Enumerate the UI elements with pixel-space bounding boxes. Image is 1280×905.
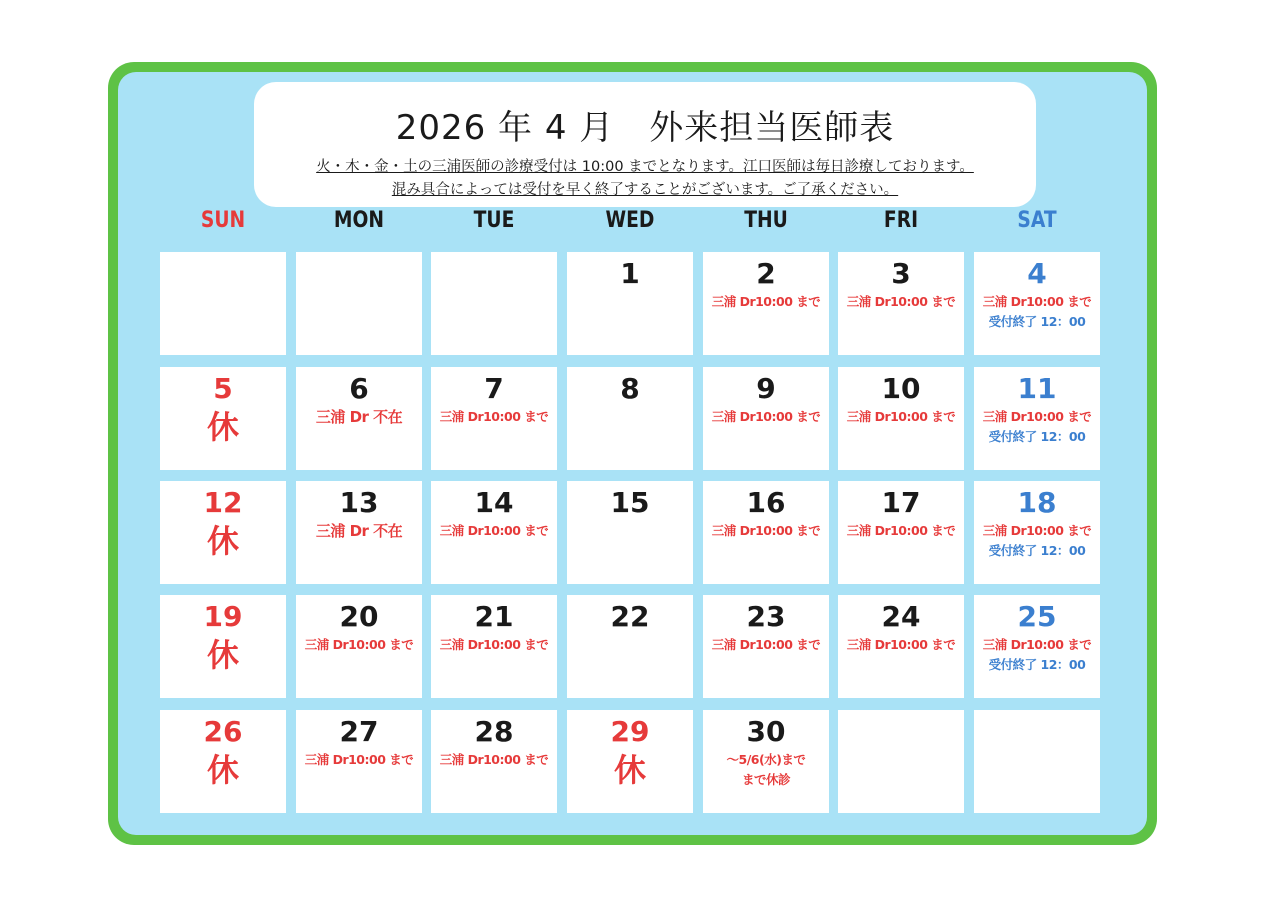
schedule-note: 三浦 Dr 不在 — [315, 522, 403, 540]
day-cell-30 — [703, 710, 829, 813]
day-cell-10 — [838, 367, 964, 470]
header-note-2: 混み具合によっては受付を早く終了することがございます。ご了承ください。 — [391, 182, 899, 198]
day-cell-5 — [160, 367, 286, 470]
day-cell-1 — [567, 252, 693, 355]
closed-mark: 休 — [206, 636, 239, 674]
day-number: 30 — [746, 715, 786, 748]
day-cell-25 — [974, 595, 1100, 698]
day-number: 11 — [1017, 372, 1057, 405]
day-number: 10 — [881, 372, 921, 405]
day-cell-4 — [974, 252, 1100, 355]
closed-mark: 休 — [206, 522, 239, 560]
day-number: 18 — [1017, 486, 1057, 519]
calendar-background — [118, 72, 1147, 835]
schedule-note: 三浦 Dr10:00 まで — [711, 294, 821, 309]
schedule-note: 三浦 Dr10:00 まで — [439, 409, 549, 424]
day-number: 17 — [881, 486, 921, 519]
closed-mark: 休 — [206, 408, 239, 446]
day-cell-15 — [567, 481, 693, 584]
weekday-wed: WED — [605, 208, 655, 233]
weekday-tue: TUE — [473, 208, 515, 233]
day-cell-22 — [567, 595, 693, 698]
day-number: 9 — [756, 372, 776, 405]
schedule-note: 受付終了 12：00 — [988, 314, 1086, 329]
weekday-sun: SUN — [200, 208, 246, 233]
day-cell-6 — [296, 367, 422, 470]
day-cell-26 — [160, 710, 286, 813]
day-cell-23 — [703, 595, 829, 698]
schedule-note: 三浦 Dr10:00 まで — [439, 637, 549, 652]
weekday-thu: THU — [744, 208, 788, 233]
closed-mark: 休 — [613, 751, 646, 789]
day-number: 6 — [349, 372, 369, 405]
empty-cell — [160, 252, 286, 355]
day-cell-20 — [296, 595, 422, 698]
day-number: 7 — [484, 372, 504, 405]
calendar-frame — [108, 62, 1157, 845]
day-cell-27 — [296, 710, 422, 813]
day-cell-8 — [567, 367, 693, 470]
empty-cell — [296, 252, 422, 355]
schedule-note: 受付終了 12：00 — [988, 429, 1086, 444]
day-number: 21 — [474, 600, 514, 633]
day-number: 16 — [746, 486, 786, 519]
schedule-note: 三浦 Dr10:00 まで — [982, 294, 1092, 309]
day-cell-18 — [974, 481, 1100, 584]
day-number: 24 — [881, 600, 921, 633]
day-number: 1 — [620, 257, 640, 290]
day-number: 25 — [1017, 600, 1057, 633]
schedule-note: 三浦 Dr10:00 まで — [846, 523, 956, 538]
empty-cell — [974, 710, 1100, 813]
day-cell-19 — [160, 595, 286, 698]
page-title: 2026 年 4 月 外来担当医師表 — [395, 108, 895, 148]
day-number: 12 — [203, 486, 243, 519]
schedule-note: 三浦 Dr10:00 まで — [982, 409, 1092, 424]
day-cell-11 — [974, 367, 1100, 470]
day-cell-21 — [431, 595, 557, 698]
day-number: 22 — [610, 600, 650, 633]
schedule-note: 三浦 Dr10:00 まで — [711, 523, 821, 538]
day-number: 28 — [474, 715, 514, 748]
day-number: 14 — [474, 486, 514, 519]
day-number: 13 — [339, 486, 379, 519]
day-cell-28 — [431, 710, 557, 813]
day-cell-29 — [567, 710, 693, 813]
day-cell-2 — [703, 252, 829, 355]
schedule-note: 三浦 Dr10:00 まで — [439, 523, 549, 538]
schedule-note: 三浦 Dr10:00 まで — [846, 294, 956, 309]
schedule-note: ～5/6(水)まで — [726, 752, 806, 767]
weekday-fri: FRI — [883, 208, 919, 233]
empty-cell — [431, 252, 557, 355]
empty-cell — [838, 710, 964, 813]
day-cell-24 — [838, 595, 964, 698]
day-number: 8 — [620, 372, 640, 405]
schedule-note: 三浦 Dr10:00 まで — [982, 637, 1092, 652]
day-number: 26 — [203, 715, 243, 748]
day-number: 4 — [1027, 257, 1047, 290]
day-cell-14 — [431, 481, 557, 584]
schedule-note: 三浦 Dr10:00 まで — [711, 409, 821, 424]
day-number: 5 — [213, 372, 233, 405]
schedule-note: 三浦 Dr10:00 まで — [439, 752, 549, 767]
schedule-note: 三浦 Dr10:00 まで — [304, 752, 414, 767]
day-cell-7 — [431, 367, 557, 470]
day-cell-12 — [160, 481, 286, 584]
schedule-note: 三浦 Dr10:00 まで — [846, 409, 956, 424]
day-cell-16 — [703, 481, 829, 584]
day-number: 19 — [203, 600, 243, 633]
day-cell-13 — [296, 481, 422, 584]
day-number: 29 — [610, 715, 650, 748]
weekday-sat: SAT — [1017, 208, 1057, 233]
schedule-note: 三浦 Dr 不在 — [315, 408, 403, 426]
weekday-mon: MON — [333, 208, 385, 233]
header-note-1: 火・木・金・土の三浦医師の診療受付は 10:00 までとなります。江口医師は毎日診療しております。 — [316, 159, 974, 175]
schedule-note: 三浦 Dr10:00 まで — [711, 637, 821, 652]
schedule-note: 三浦 Dr10:00 まで — [846, 637, 956, 652]
day-number: 20 — [339, 600, 379, 633]
schedule-note: 受付終了 12：00 — [988, 657, 1086, 672]
closed-mark: 休 — [206, 751, 239, 789]
header-box — [254, 82, 1036, 207]
schedule-note: まで休診 — [741, 772, 790, 787]
day-cell-9 — [703, 367, 829, 470]
schedule-note: 受付終了 12：00 — [988, 543, 1086, 558]
day-number: 23 — [746, 600, 786, 633]
day-number: 15 — [610, 486, 650, 519]
day-number: 2 — [756, 257, 776, 290]
schedule-note: 三浦 Dr10:00 まで — [982, 523, 1092, 538]
schedule-note: 三浦 Dr10:00 まで — [304, 637, 414, 652]
day-cell-3 — [838, 252, 964, 355]
day-number: 27 — [339, 715, 379, 748]
day-cell-17 — [838, 481, 964, 584]
day-number: 3 — [891, 257, 911, 290]
